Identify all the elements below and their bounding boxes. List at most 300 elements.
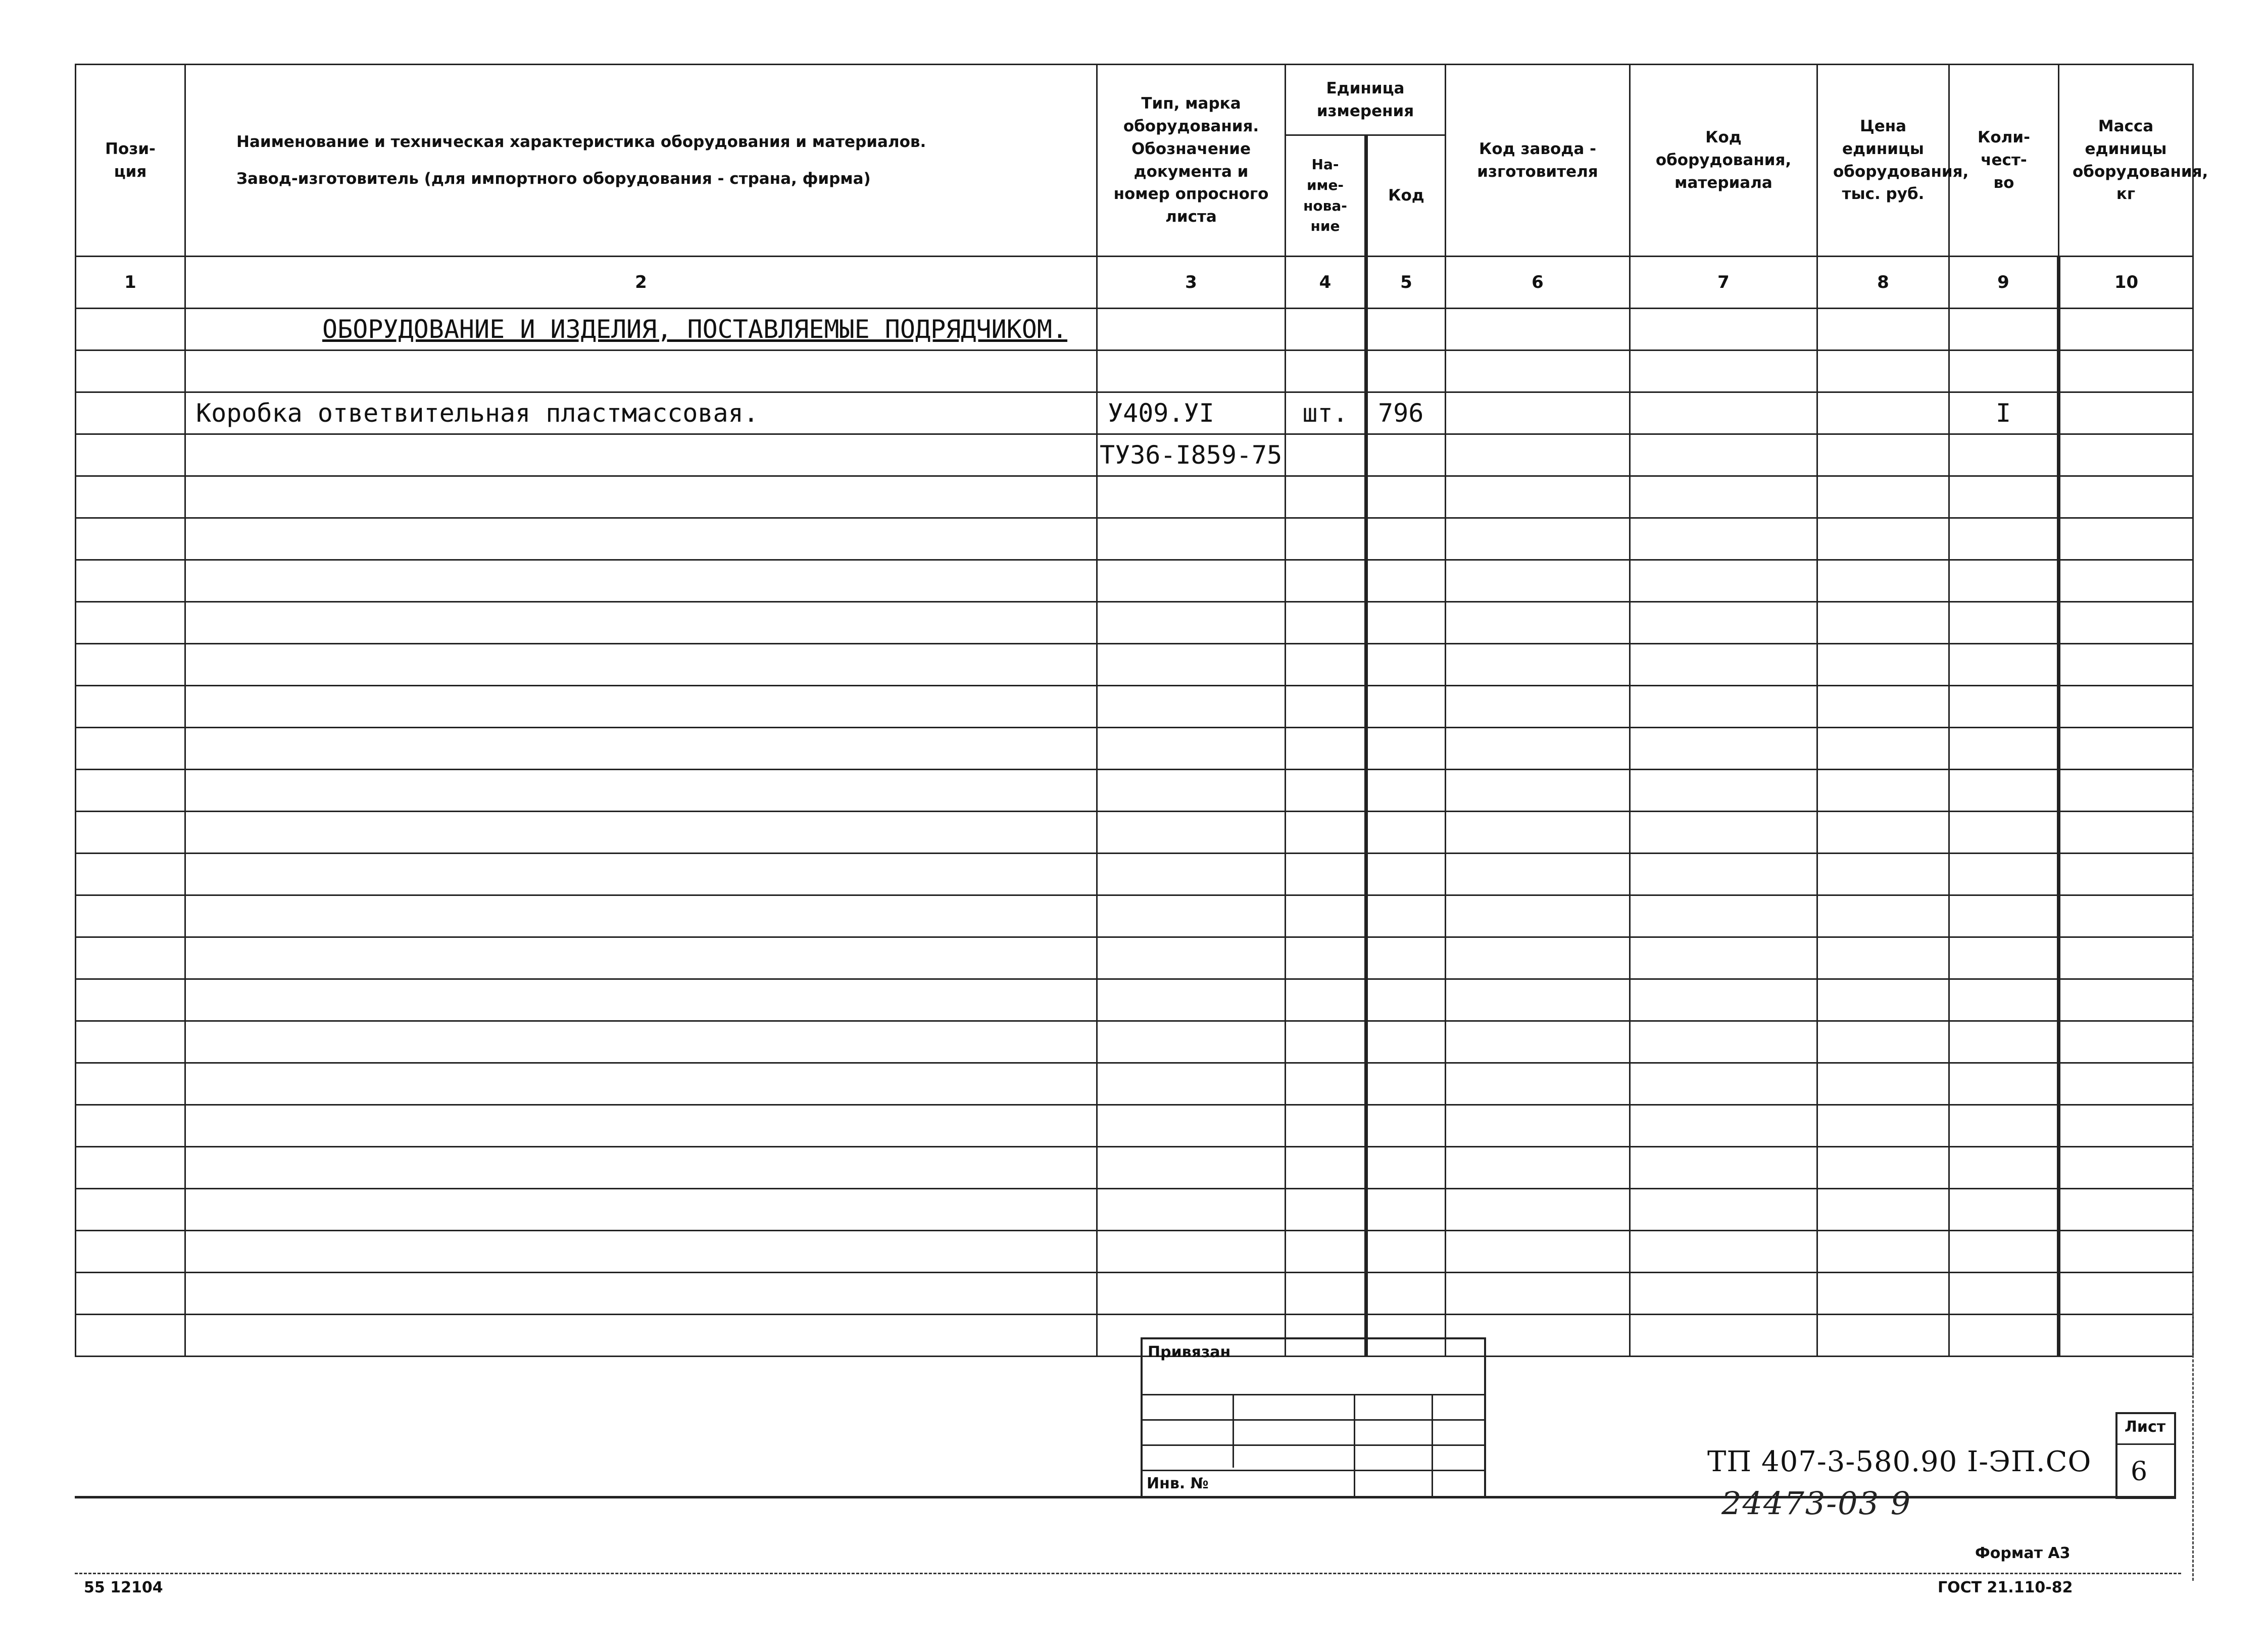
empty-cell [1949, 1063, 2059, 1105]
cell-mass [2059, 309, 2193, 351]
empty-cell [1630, 518, 1817, 560]
empty-cell [1286, 812, 1366, 854]
empty-cell [1366, 937, 1446, 979]
empty-cell [1446, 476, 1630, 518]
empty-cell [1097, 979, 1286, 1021]
empty-cell [1817, 1189, 1949, 1231]
table-row [76, 1147, 2193, 1189]
cell-mass [2059, 351, 2193, 392]
cell-plant [1446, 351, 1630, 392]
empty-cell [2059, 1147, 2193, 1189]
document-code: ТП 407-3-580.90 I-ЭП.СО [1707, 1445, 2092, 1478]
table-row [76, 518, 2193, 560]
empty-cell [2059, 686, 2193, 728]
table-row [76, 392, 2193, 434]
empty-cell [76, 1147, 185, 1189]
empty-cell [1097, 644, 1286, 686]
cell-equip [1630, 351, 1817, 392]
empty-cell [1286, 1231, 1366, 1273]
empty-cell [1630, 476, 1817, 518]
empty-cell [1630, 1147, 1817, 1189]
empty-cell [1446, 1147, 1630, 1189]
header-position: Пози- ция [76, 65, 185, 257]
table-row [76, 602, 2193, 644]
stamp-divider [1432, 1394, 1433, 1496]
empty-rows [76, 476, 2193, 1357]
empty-cell [76, 644, 185, 686]
empty-cell [1949, 1105, 2059, 1147]
empty-cell [1446, 1063, 1630, 1105]
empty-cell [185, 812, 1097, 854]
empty-cell [76, 1063, 185, 1105]
table-row [76, 1021, 2193, 1063]
empty-cell [1366, 686, 1446, 728]
empty-cell [2059, 770, 2193, 812]
empty-cell [2059, 602, 2193, 644]
cell-unit [1286, 309, 1366, 351]
empty-cell [1446, 560, 1630, 602]
empty-cell [1630, 854, 1817, 895]
empty-cell [185, 1105, 1097, 1147]
empty-cell [1286, 1147, 1366, 1189]
table-row [76, 560, 2193, 602]
table-row [76, 1189, 2193, 1231]
sheet-number-box [2115, 1412, 2176, 1499]
empty-cell [76, 1273, 185, 1315]
empty-cell [1286, 895, 1366, 937]
empty-cell [1286, 937, 1366, 979]
table-row [76, 1315, 2193, 1357]
empty-cell [1446, 686, 1630, 728]
empty-cell [2059, 1021, 2193, 1063]
table-row [76, 854, 2193, 895]
empty-cell [1446, 1273, 1630, 1315]
empty-cell [1630, 1315, 1817, 1357]
empty-cell [1446, 1021, 1630, 1063]
cell-type: У409.УI [1097, 392, 1286, 434]
empty-cell [76, 602, 185, 644]
empty-cell [2059, 1189, 2193, 1231]
empty-cell [1446, 1231, 1630, 1273]
empty-cell [1366, 644, 1446, 686]
empty-cell [1286, 1063, 1366, 1105]
cell-code [1366, 351, 1446, 392]
empty-cell [185, 476, 1097, 518]
empty-cell [1817, 1063, 1949, 1105]
empty-cell [1630, 644, 1817, 686]
cell-code: 796 [1366, 392, 1446, 434]
empty-cell [1949, 812, 2059, 854]
empty-cell [2059, 476, 2193, 518]
empty-cell [1366, 476, 1446, 518]
empty-cell [1817, 518, 1949, 560]
empty-cell [1286, 686, 1366, 728]
empty-cell [1286, 979, 1366, 1021]
empty-cell [1366, 728, 1446, 770]
cell-mass [2059, 392, 2193, 434]
stamp-divider [1233, 1394, 1234, 1468]
table-row [76, 1063, 2193, 1105]
column-number: 1 [76, 257, 185, 309]
empty-cell [1446, 518, 1630, 560]
empty-cell [1097, 770, 1286, 812]
stamp-divider [1354, 1394, 1355, 1496]
cut-line [75, 1573, 2181, 1574]
empty-cell [1817, 895, 1949, 937]
cell-qty [1949, 434, 2059, 476]
column-number-row [76, 257, 2193, 309]
empty-cell [185, 518, 1097, 560]
empty-cell [1286, 728, 1366, 770]
sheet-number: 6 [2131, 1457, 2148, 1487]
empty-cell [2059, 644, 2193, 686]
empty-cell [1097, 1147, 1286, 1189]
table-row [76, 895, 2193, 937]
empty-cell [76, 1021, 185, 1063]
empty-cell [1097, 937, 1286, 979]
format-label: Формат А3 [1975, 1544, 2071, 1562]
table-row [76, 1231, 2193, 1273]
empty-cell [1446, 1189, 1630, 1231]
cell-price [1817, 392, 1949, 434]
empty-cell [1817, 686, 1949, 728]
binding-stamp [1141, 1337, 1486, 1498]
table-row [76, 812, 2193, 854]
empty-cell [1817, 1315, 1949, 1357]
empty-cell [1817, 812, 1949, 854]
cell-price [1817, 351, 1949, 392]
empty-cell [1446, 602, 1630, 644]
empty-cell [1097, 854, 1286, 895]
column-number: 3 [1097, 257, 1286, 309]
empty-cell [1286, 1189, 1366, 1231]
empty-cell [1097, 1021, 1286, 1063]
empty-cell [76, 1189, 185, 1231]
empty-cell [1097, 1063, 1286, 1105]
cell-position [76, 434, 185, 476]
empty-cell [1446, 1105, 1630, 1147]
empty-cell [185, 602, 1097, 644]
empty-cell [2059, 1315, 2193, 1357]
empty-cell [1097, 895, 1286, 937]
empty-cell [1630, 1231, 1817, 1273]
cell-name [185, 434, 1097, 476]
header-unit-code: Код [1366, 135, 1446, 257]
header-unit-name: На- име- нова- ние [1286, 135, 1366, 257]
table-row [76, 686, 2193, 728]
header-equipment-code: Код оборудования, материала [1630, 65, 1817, 257]
empty-cell [1446, 937, 1630, 979]
header-price: Цена единицы оборудования, тыс. руб. [1817, 65, 1949, 257]
empty-cell [185, 979, 1097, 1021]
empty-cell [76, 854, 185, 895]
empty-cell [1286, 602, 1366, 644]
empty-cell [1817, 602, 1949, 644]
cell-qty [1949, 351, 2059, 392]
empty-cell [1817, 979, 1949, 1021]
header-name-line2: Завод-изготовитель (для импортного оборудования - страна, фирма) [236, 169, 871, 188]
empty-cell [76, 476, 185, 518]
empty-cell [2059, 1063, 2193, 1105]
empty-cell [1446, 644, 1630, 686]
empty-cell [2059, 1231, 2193, 1273]
column-number: 4 [1286, 257, 1366, 309]
cell-plant [1446, 434, 1630, 476]
gost-label: ГОСТ 21.110-82 [1938, 1579, 2073, 1596]
empty-cell [1446, 770, 1630, 812]
empty-cell [1097, 560, 1286, 602]
empty-cell [185, 1021, 1097, 1063]
cell-qty: I [1949, 392, 2059, 434]
header-plant-code: Код завода - изготовителя [1446, 65, 1630, 257]
empty-cell [1949, 937, 2059, 979]
empty-cell [1366, 1105, 1446, 1147]
table-row [76, 1105, 2193, 1147]
cell-position [76, 392, 185, 434]
empty-cell [1366, 1273, 1446, 1315]
empty-cell [1366, 1063, 1446, 1105]
empty-cell [1630, 1105, 1817, 1147]
empty-cell [76, 1231, 185, 1273]
empty-cell [1817, 1021, 1949, 1063]
empty-cell [185, 1315, 1097, 1357]
table-row [76, 476, 2193, 518]
cell-name: Коробка ответвительная пластмассовая. [185, 392, 1097, 434]
empty-cell [1949, 979, 2059, 1021]
empty-cell [185, 644, 1097, 686]
cell-equip [1630, 309, 1817, 351]
empty-cell [1097, 518, 1286, 560]
table-row [76, 728, 2193, 770]
empty-cell [1366, 518, 1446, 560]
empty-cell [1366, 1021, 1446, 1063]
empty-cell [1817, 1105, 1949, 1147]
empty-cell [1949, 518, 2059, 560]
empty-cell [1286, 770, 1366, 812]
empty-cell [76, 812, 185, 854]
empty-cell [76, 1105, 185, 1147]
empty-cell [1817, 476, 1949, 518]
empty-cell [1097, 476, 1286, 518]
cell-type [1097, 351, 1286, 392]
empty-cell [1366, 560, 1446, 602]
empty-cell [1286, 476, 1366, 518]
column-number: 6 [1446, 257, 1630, 309]
empty-cell [1366, 770, 1446, 812]
empty-cell [1630, 895, 1817, 937]
empty-cell [2059, 812, 2193, 854]
empty-cell [1817, 1273, 1949, 1315]
table-row [76, 937, 2193, 979]
empty-cell [1366, 1147, 1446, 1189]
table-row [76, 1273, 2193, 1315]
header-row [76, 65, 2193, 135]
header-quantity: Коли- чест- во [1949, 65, 2059, 257]
empty-cell [1817, 644, 1949, 686]
empty-cell [1949, 854, 2059, 895]
cell-qty [1949, 309, 2059, 351]
table-row [76, 351, 2193, 392]
empty-cell [1366, 812, 1446, 854]
empty-cell [1097, 686, 1286, 728]
empty-cell [1949, 644, 2059, 686]
empty-cell [2059, 979, 2193, 1021]
empty-cell [1097, 1231, 1286, 1273]
empty-cell [1286, 1021, 1366, 1063]
empty-cell [185, 1063, 1097, 1105]
column-number: 8 [1817, 257, 1949, 309]
empty-cell [185, 895, 1097, 937]
cut-line-vertical [2192, 768, 2194, 1581]
table-row [76, 309, 2193, 351]
empty-cell [185, 1147, 1097, 1189]
empty-cell [1286, 854, 1366, 895]
empty-cell [185, 854, 1097, 895]
empty-cell [185, 1273, 1097, 1315]
header-unit-group: Единица измерения [1286, 65, 1446, 135]
empty-cell [1366, 895, 1446, 937]
column-number: 2 [185, 257, 1097, 309]
header-type: Тип, марка оборудования. Обозначение документа и номер опросного листа [1097, 65, 1286, 257]
empty-cell [1097, 728, 1286, 770]
empty-cell [1949, 1147, 2059, 1189]
empty-cell [1949, 602, 2059, 644]
empty-cell [76, 1315, 185, 1357]
empty-cell [76, 518, 185, 560]
empty-cell [76, 979, 185, 1021]
empty-cell [1630, 560, 1817, 602]
cell-type [1097, 309, 1286, 351]
empty-cell [185, 937, 1097, 979]
empty-cell [1630, 1273, 1817, 1315]
empty-cell [1817, 560, 1949, 602]
column-number: 7 [1630, 257, 1817, 309]
empty-cell [1286, 560, 1366, 602]
empty-cell [2059, 560, 2193, 602]
sheet-label: Лист [2125, 1418, 2166, 1436]
empty-cell [1097, 1273, 1286, 1315]
cell-price [1817, 434, 1949, 476]
empty-cell [1286, 1105, 1366, 1147]
empty-cell [1446, 895, 1630, 937]
sheet-id: 55 12104 [84, 1579, 163, 1596]
cell-unit [1286, 351, 1366, 392]
empty-cell [2059, 1105, 2193, 1147]
empty-cell [2059, 937, 2193, 979]
cell-position [76, 351, 185, 392]
empty-cell [2059, 895, 2193, 937]
empty-cell [185, 728, 1097, 770]
empty-cell [1097, 602, 1286, 644]
cell-name [185, 351, 1097, 392]
empty-cell [1286, 1273, 1366, 1315]
empty-cell [76, 770, 185, 812]
empty-cell [1949, 476, 2059, 518]
cell-code [1366, 434, 1446, 476]
empty-cell [1949, 770, 2059, 812]
empty-cell [1630, 812, 1817, 854]
table-row [76, 434, 2193, 476]
cell-unit: шт. [1286, 392, 1366, 434]
empty-cell [1286, 518, 1366, 560]
cell-plant [1446, 309, 1630, 351]
empty-cell [1949, 1231, 2059, 1273]
cell-mass [2059, 434, 2193, 476]
empty-cell [76, 895, 185, 937]
empty-cell [1366, 602, 1446, 644]
empty-cell [1630, 1063, 1817, 1105]
empty-cell [1630, 979, 1817, 1021]
empty-cell [1366, 1189, 1446, 1231]
empty-cell [76, 728, 185, 770]
column-number: 10 [2059, 257, 2193, 309]
section-title: ОБОРУДОВАНИЕ И ИЗДЕЛИЯ, ПОСТАВЛЯЕМЫЕ ПОДРЯДЧИКОМ. [185, 309, 1097, 351]
header-name-line1: Наименование и техническая характеристика оборудования и материалов. [236, 132, 926, 151]
empty-cell [76, 686, 185, 728]
empty-cell [1446, 728, 1630, 770]
cell-plant [1446, 392, 1630, 434]
empty-cell [1097, 812, 1286, 854]
empty-cell [1366, 854, 1446, 895]
empty-cell [1817, 937, 1949, 979]
empty-cell [1949, 895, 2059, 937]
table-row [76, 770, 2193, 812]
empty-cell [1949, 1273, 2059, 1315]
specification-table [75, 64, 2208, 1357]
empty-cell [2059, 1273, 2193, 1315]
empty-cell [1949, 1021, 2059, 1063]
empty-cell [1630, 1021, 1817, 1063]
cell-position [76, 309, 185, 351]
empty-cell [185, 1231, 1097, 1273]
empty-cell [2059, 854, 2193, 895]
empty-cell [1630, 937, 1817, 979]
empty-cell [185, 686, 1097, 728]
empty-cell [185, 770, 1097, 812]
empty-cell [1097, 1189, 1286, 1231]
empty-cell [1630, 602, 1817, 644]
empty-cell [1817, 1231, 1949, 1273]
cell-code [1366, 309, 1446, 351]
table-row [76, 979, 2193, 1021]
empty-cell [2059, 728, 2193, 770]
cell-unit [1286, 434, 1366, 476]
empty-cell [1446, 979, 1630, 1021]
empty-cell [1949, 1315, 2059, 1357]
empty-cell [76, 937, 185, 979]
empty-cell [1286, 644, 1366, 686]
column-number: 9 [1949, 257, 2059, 309]
empty-cell [1366, 979, 1446, 1021]
cell-price [1817, 309, 1949, 351]
empty-cell [1949, 686, 2059, 728]
empty-cell [1817, 854, 1949, 895]
bound-label: Привязан [1148, 1343, 1231, 1361]
header-mass: Масса единицы оборудования, кг [2059, 65, 2193, 257]
cell-type: ТУ36-I859-75 [1097, 434, 1286, 476]
empty-cell [1817, 1147, 1949, 1189]
inventory-label: Инв. № [1147, 1475, 1209, 1492]
empty-cell [1630, 770, 1817, 812]
empty-cell [1949, 728, 2059, 770]
empty-cell [1949, 1189, 2059, 1231]
empty-cell [1446, 812, 1630, 854]
cell-equip [1630, 434, 1817, 476]
empty-cell [76, 560, 185, 602]
header-name [185, 65, 1097, 257]
empty-cell [1630, 686, 1817, 728]
empty-cell [1817, 770, 1949, 812]
